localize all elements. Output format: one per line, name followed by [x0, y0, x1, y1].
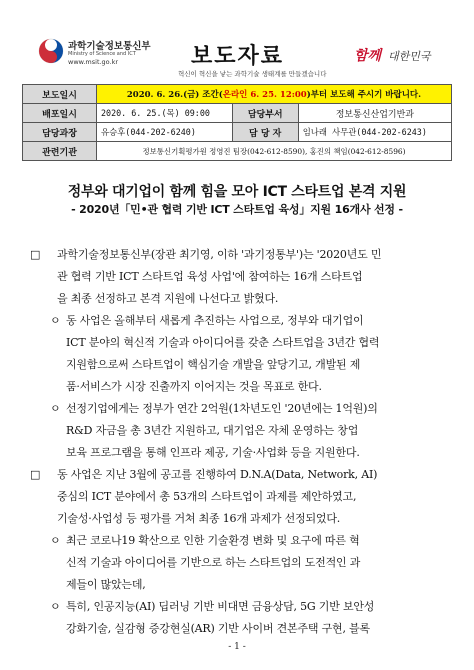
square-bullet: □	[30, 248, 41, 261]
circle-bullet: ㅇ	[50, 600, 61, 613]
release-date-value: 2020. 6. 26.(금) 조간(온라인 6. 25. 12:00)부터 보도해 주시기 바랍니다.	[97, 85, 452, 104]
distribution-label: 배포일시	[23, 104, 97, 123]
paragraph-3	[66, 398, 439, 464]
staff-label: 담 당 자	[232, 123, 298, 142]
press-info-table	[22, 84, 452, 161]
department-value: 정보통신산업기반과	[298, 104, 451, 123]
svg-text:대한민국: 대한민국	[388, 50, 431, 63]
paragraph-line: 품·서비스가 시장 진출까지 이어지는 것을 목표로 한다.	[66, 380, 322, 393]
page-number: - 1 -	[228, 642, 246, 652]
paragraph-line: 최근 코로나19 확산으로 인한 기술환경 변화 및 요구에 따른 혁	[66, 534, 360, 547]
circle-bullet: ㅇ	[50, 402, 61, 415]
release-date-row	[23, 85, 452, 104]
paragraph-line: 보육 프로그램을 통해 인프라 제공, 기술·사업화 등을 지원한다.	[66, 446, 360, 459]
paragraph-line: ICT 분야의 혁신적 기술과 아이디어를 갖춘 스타트업을 3년간 협력	[66, 336, 380, 349]
subheadline: - 2020년「민•관 협력 기반 ICT 스타트업 육성」지원 16개사 선정 -	[71, 203, 403, 216]
document-title: 보도자료	[191, 44, 285, 69]
paragraph-line: 특히, 인공지능(AI) 딥러닝 기반 비대면 금융상담, 5G 기반 보안성	[66, 600, 375, 613]
ministry-logo	[38, 36, 178, 76]
manager-label: 담당과장	[23, 123, 97, 142]
ministry-name: 과학기술정보통신부	[68, 41, 151, 52]
paragraph-1	[57, 244, 437, 310]
headline: 정부와 대기업이 함께 힘을 모아 ICT 스타트업 본격 지원	[67, 184, 407, 200]
paragraph-line: 과학기술정보통신부(장관 최기영, 이하 '과기정통부')는 '2020년도 민	[57, 248, 382, 261]
agency-value: 정보통신기획평가원 정영진 팀장(042-612-8590), 홍진의 책임(042-612-8596)	[97, 142, 452, 161]
agency-label: 관련기관	[23, 142, 97, 161]
paragraph-line: 신적 기술과 아이디어를 기반으로 하는 스타트업의 도전적인 과	[66, 556, 361, 569]
staff-value: 임나래 사무관(044-202-6243)	[298, 123, 451, 142]
agency-row	[23, 142, 452, 161]
distribution-value: 2020. 6. 25.(목) 09:00	[97, 104, 233, 123]
paragraph-2	[66, 310, 439, 398]
paragraph-line: R&D 자금을 총 3년간 지원하고, 대기업은 자체 운영하는 창업	[66, 424, 359, 437]
paragraph-line: 기술성·사업성 등 평가를 거쳐 최종 16개 과제가 선정되었다.	[57, 512, 341, 525]
paragraph-5	[66, 530, 439, 596]
ministry-url: www.msit.go.kr	[68, 58, 119, 66]
slogan-logo	[352, 40, 442, 70]
paragraph-line: 강화기술, 실감형 증강현실(AR) 기반 사이버 견본주택 구현, 블록	[66, 622, 370, 635]
paragraph-line: 동 사업은 지난 3월에 공고를 진행하여 D.N.A(Data, Network, AI)	[57, 468, 378, 481]
paragraph-6	[66, 596, 439, 640]
tagline: 혁신이 혁신을 낳는 과학기술 생태계를 만들겠습니다	[178, 70, 327, 78]
paragraph-line: 을 최종 선정하고 본격 지원에 나선다고 밝혔다.	[57, 292, 279, 305]
paragraph-line: 관 협력 기반 ICT 스타트업 육성 사업'에 참여하는 16개 스타트업	[57, 270, 363, 283]
circle-bullet: ㅇ	[50, 314, 61, 327]
paragraph-line: 지원함으로써 스타트업이 핵심기술 개발을 앞당기고, 개발된 제	[66, 358, 361, 371]
paragraph-line: 동 사업은 올해부터 새롭게 추진하는 사업으로, 정부와 대기업이	[66, 314, 364, 327]
paragraph-line: 제들이 많았는데,	[66, 578, 146, 591]
taegeuk-logo-icon	[38, 38, 64, 64]
contact-row	[23, 123, 452, 142]
release-date-label: 보도일시	[23, 85, 97, 104]
paragraph-line: 선정기업에게는 정부가 연간 2억원(1차년도인 '20년에는 1억원)의	[66, 402, 378, 415]
paragraph-line: 중심의 ICT 분야에서 총 53개의 스타트업이 과제를 제안하였고,	[57, 490, 357, 503]
manager-value: 유승후(044-202-6240)	[97, 123, 233, 142]
svg-text:함께: 함께	[354, 48, 382, 64]
paragraph-4	[57, 464, 437, 530]
ministry-english-name: Ministry of Science and ICT	[68, 51, 136, 57]
department-label: 담당부서	[232, 104, 298, 123]
square-bullet: □	[30, 468, 41, 481]
press-header	[0, 0, 474, 82]
distribution-row	[23, 104, 452, 123]
circle-bullet: ㅇ	[50, 534, 61, 547]
